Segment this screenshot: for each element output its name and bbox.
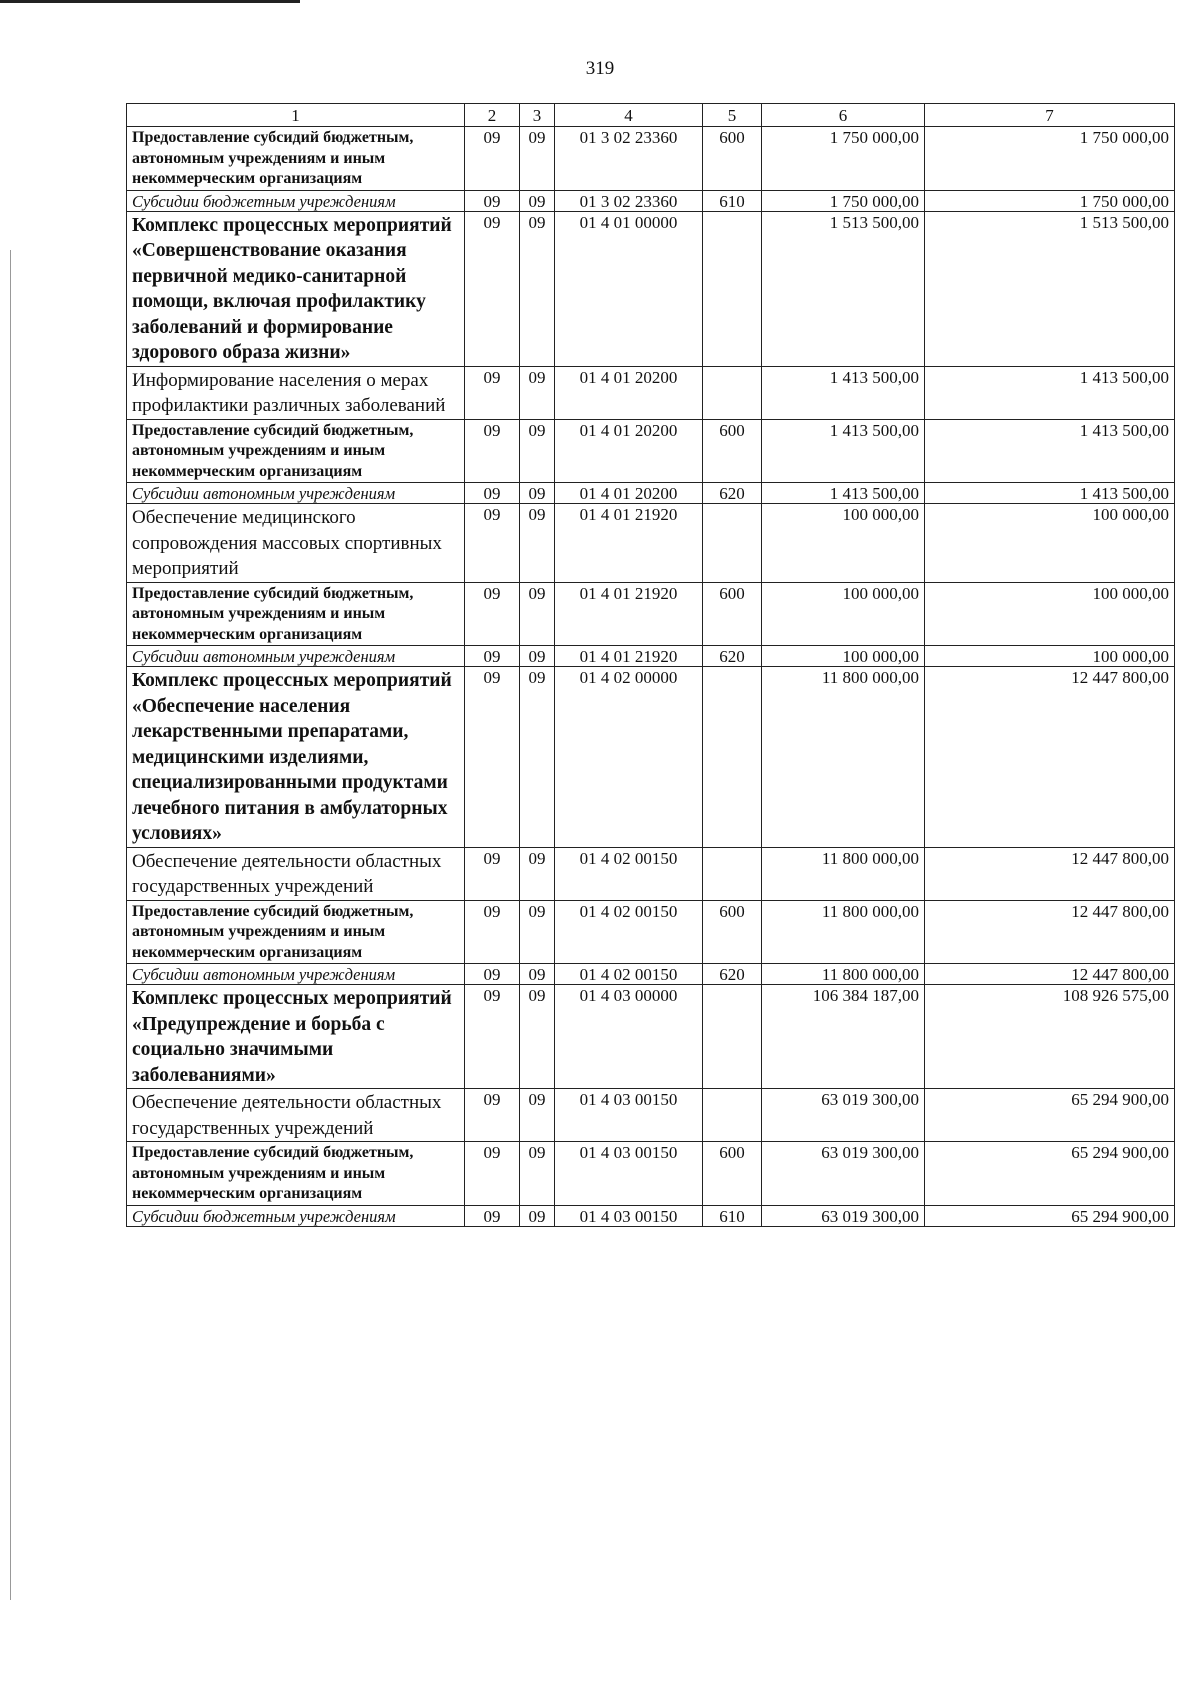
table-row bbox=[127, 419, 1175, 483]
row-subsection: 09 bbox=[520, 582, 555, 646]
header-col-7: 7 bbox=[925, 104, 1175, 127]
row-amount-year2: 1 513 500,00 bbox=[925, 211, 1175, 366]
row-name: Предоставление субсидий бюджетным, автономным учреждениям и иным некоммерческим организациям bbox=[127, 582, 465, 646]
row-subsection: 09 bbox=[520, 1089, 555, 1142]
table-row bbox=[127, 483, 1175, 504]
row-amount-year2: 1 413 500,00 bbox=[925, 366, 1175, 419]
row-target-article: 01 4 02 00150 bbox=[555, 964, 703, 985]
row-expense-type: 610 bbox=[703, 190, 762, 211]
row-expense-type: 600 bbox=[703, 419, 762, 483]
table-row bbox=[127, 582, 1175, 646]
row-section: 09 bbox=[465, 985, 520, 1089]
table-row bbox=[127, 1142, 1175, 1206]
header-col-1: 1 bbox=[127, 104, 465, 127]
row-amount-year2: 12 447 800,00 bbox=[925, 667, 1175, 848]
row-amount-year1: 11 800 000,00 bbox=[762, 964, 925, 985]
row-subsection: 09 bbox=[520, 366, 555, 419]
row-amount-year2: 12 447 800,00 bbox=[925, 964, 1175, 985]
row-target-article: 01 4 01 20200 bbox=[555, 366, 703, 419]
row-amount-year1: 106 384 187,00 bbox=[762, 985, 925, 1089]
row-name: Комплекс процессных мероприятий «Совершенствование оказания первичной медико-санитарной помощи, включая профилактику заболеваний и формирование здорового образа жизни» bbox=[127, 211, 465, 366]
row-amount-year1: 1 413 500,00 bbox=[762, 483, 925, 504]
row-target-article: 01 4 02 00150 bbox=[555, 847, 703, 900]
scan-edge-left bbox=[10, 250, 11, 1600]
row-amount-year2: 65 294 900,00 bbox=[925, 1205, 1175, 1226]
table-row bbox=[127, 1089, 1175, 1142]
row-amount-year1: 63 019 300,00 bbox=[762, 1142, 925, 1206]
row-expense-type bbox=[703, 847, 762, 900]
row-section: 09 bbox=[465, 646, 520, 667]
row-amount-year1: 100 000,00 bbox=[762, 504, 925, 583]
row-amount-year1: 63 019 300,00 bbox=[762, 1089, 925, 1142]
row-target-article: 01 4 01 21920 bbox=[555, 504, 703, 583]
row-name: Комплекс процессных мероприятий «Предупреждение и борьба с социально значимыми заболеваниями» bbox=[127, 985, 465, 1089]
row-amount-year1: 11 800 000,00 bbox=[762, 667, 925, 848]
row-subsection: 09 bbox=[520, 985, 555, 1089]
row-amount-year1: 100 000,00 bbox=[762, 582, 925, 646]
header-col-4: 4 bbox=[555, 104, 703, 127]
row-target-article: 01 4 01 21920 bbox=[555, 646, 703, 667]
row-target-article: 01 4 02 00000 bbox=[555, 667, 703, 848]
table-row bbox=[127, 985, 1175, 1089]
row-expense-type: 600 bbox=[703, 1142, 762, 1206]
row-name: Субсидии автономным учреждениям bbox=[127, 483, 465, 504]
table-row bbox=[127, 847, 1175, 900]
row-expense-type bbox=[703, 667, 762, 848]
row-expense-type: 600 bbox=[703, 127, 762, 191]
row-subsection: 09 bbox=[520, 667, 555, 848]
row-amount-year1: 63 019 300,00 bbox=[762, 1205, 925, 1226]
table-row bbox=[127, 211, 1175, 366]
row-amount-year2: 12 447 800,00 bbox=[925, 900, 1175, 964]
row-amount-year2: 1 413 500,00 bbox=[925, 419, 1175, 483]
row-target-article: 01 4 01 21920 bbox=[555, 582, 703, 646]
row-expense-type: 620 bbox=[703, 483, 762, 504]
row-section: 09 bbox=[465, 419, 520, 483]
row-section: 09 bbox=[465, 667, 520, 848]
row-expense-type bbox=[703, 211, 762, 366]
row-name: Обеспечение деятельности областных государственных учреждений bbox=[127, 847, 465, 900]
row-target-article: 01 3 02 23360 bbox=[555, 127, 703, 191]
row-target-article: 01 3 02 23360 bbox=[555, 190, 703, 211]
header-col-3: 3 bbox=[520, 104, 555, 127]
table-body bbox=[127, 127, 1175, 1227]
row-amount-year2: 1 750 000,00 bbox=[925, 127, 1175, 191]
row-amount-year2: 100 000,00 bbox=[925, 646, 1175, 667]
row-target-article: 01 4 02 00150 bbox=[555, 900, 703, 964]
row-amount-year1: 1 413 500,00 bbox=[762, 366, 925, 419]
row-subsection: 09 bbox=[520, 964, 555, 985]
row-name: Предоставление субсидий бюджетным, автономным учреждениям и иным некоммерческим организациям bbox=[127, 127, 465, 191]
row-section: 09 bbox=[465, 1089, 520, 1142]
row-target-article: 01 4 03 00150 bbox=[555, 1089, 703, 1142]
row-section: 09 bbox=[465, 127, 520, 191]
row-section: 09 bbox=[465, 211, 520, 366]
row-amount-year1: 1 413 500,00 bbox=[762, 419, 925, 483]
row-name: Предоставление субсидий бюджетным, автономным учреждениям и иным некоммерческим организациям bbox=[127, 419, 465, 483]
row-amount-year2: 65 294 900,00 bbox=[925, 1142, 1175, 1206]
row-amount-year1: 11 800 000,00 bbox=[762, 847, 925, 900]
row-expense-type bbox=[703, 366, 762, 419]
table-row bbox=[127, 127, 1175, 191]
table-row bbox=[127, 366, 1175, 419]
row-target-article: 01 4 01 20200 bbox=[555, 419, 703, 483]
row-amount-year1: 100 000,00 bbox=[762, 646, 925, 667]
row-subsection: 09 bbox=[520, 190, 555, 211]
header-col-6: 6 bbox=[762, 104, 925, 127]
row-target-article: 01 4 03 00150 bbox=[555, 1142, 703, 1206]
row-section: 09 bbox=[465, 1142, 520, 1206]
row-amount-year2: 100 000,00 bbox=[925, 582, 1175, 646]
row-amount-year2: 100 000,00 bbox=[925, 504, 1175, 583]
table-header bbox=[127, 104, 1175, 127]
table-row bbox=[127, 1205, 1175, 1226]
row-target-article: 01 4 03 00150 bbox=[555, 1205, 703, 1226]
row-expense-type: 600 bbox=[703, 900, 762, 964]
header-row bbox=[127, 104, 1175, 127]
row-amount-year2: 12 447 800,00 bbox=[925, 847, 1175, 900]
row-amount-year1: 1 513 500,00 bbox=[762, 211, 925, 366]
row-expense-type: 610 bbox=[703, 1205, 762, 1226]
scan-edge-top bbox=[0, 0, 300, 3]
row-name: Обеспечение медицинского сопровождения массовых спортивных мероприятий bbox=[127, 504, 465, 583]
row-name: Субсидии автономным учреждениям bbox=[127, 964, 465, 985]
row-subsection: 09 bbox=[520, 504, 555, 583]
table-row bbox=[127, 900, 1175, 964]
row-name: Субсидии автономным учреждениям bbox=[127, 646, 465, 667]
page-number: 319 bbox=[585, 58, 615, 79]
row-name: Информирование населения о мерах профилактики различных заболеваний bbox=[127, 366, 465, 419]
row-name: Предоставление субсидий бюджетным, автономным учреждениям и иным некоммерческим организациям bbox=[127, 1142, 465, 1206]
table-row bbox=[127, 190, 1175, 211]
table-row bbox=[127, 667, 1175, 848]
table-row bbox=[127, 646, 1175, 667]
row-name: Субсидии бюджетным учреждениям bbox=[127, 1205, 465, 1226]
row-expense-type bbox=[703, 504, 762, 583]
row-name: Обеспечение деятельности областных государственных учреждений bbox=[127, 1089, 465, 1142]
row-section: 09 bbox=[465, 1205, 520, 1226]
row-subsection: 09 bbox=[520, 127, 555, 191]
row-section: 09 bbox=[465, 504, 520, 583]
row-amount-year1: 1 750 000,00 bbox=[762, 190, 925, 211]
row-name: Комплекс процессных мероприятий «Обеспечение населения лекарственными препаратами, медицинскими изделиями, специализированными продуктами лечебного питания в амбулаторных условиях» bbox=[127, 667, 465, 848]
row-subsection: 09 bbox=[520, 1205, 555, 1226]
row-subsection: 09 bbox=[520, 646, 555, 667]
header-col-2: 2 bbox=[465, 104, 520, 127]
row-expense-type: 620 bbox=[703, 646, 762, 667]
row-expense-type bbox=[703, 1089, 762, 1142]
row-name: Предоставление субсидий бюджетным, автономным учреждениям и иным некоммерческим организациям bbox=[127, 900, 465, 964]
row-amount-year2: 1 750 000,00 bbox=[925, 190, 1175, 211]
row-target-article: 01 4 01 00000 bbox=[555, 211, 703, 366]
row-subsection: 09 bbox=[520, 900, 555, 964]
row-target-article: 01 4 03 00000 bbox=[555, 985, 703, 1089]
row-section: 09 bbox=[465, 964, 520, 985]
row-subsection: 09 bbox=[520, 419, 555, 483]
row-amount-year1: 1 750 000,00 bbox=[762, 127, 925, 191]
row-section: 09 bbox=[465, 190, 520, 211]
row-target-article: 01 4 01 20200 bbox=[555, 483, 703, 504]
row-name: Субсидии бюджетным учреждениям bbox=[127, 190, 465, 211]
row-section: 09 bbox=[465, 847, 520, 900]
header-col-5: 5 bbox=[703, 104, 762, 127]
row-amount-year2: 65 294 900,00 bbox=[925, 1089, 1175, 1142]
table-row bbox=[127, 964, 1175, 985]
row-section: 09 bbox=[465, 483, 520, 504]
table-row bbox=[127, 504, 1175, 583]
row-section: 09 bbox=[465, 900, 520, 964]
row-section: 09 bbox=[465, 366, 520, 419]
row-amount-year1: 11 800 000,00 bbox=[762, 900, 925, 964]
row-subsection: 09 bbox=[520, 483, 555, 504]
row-amount-year2: 108 926 575,00 bbox=[925, 985, 1175, 1089]
budget-table bbox=[126, 103, 1175, 1227]
row-expense-type: 600 bbox=[703, 582, 762, 646]
row-amount-year2: 1 413 500,00 bbox=[925, 483, 1175, 504]
row-expense-type bbox=[703, 985, 762, 1089]
row-subsection: 09 bbox=[520, 847, 555, 900]
row-subsection: 09 bbox=[520, 211, 555, 366]
row-expense-type: 620 bbox=[703, 964, 762, 985]
row-section: 09 bbox=[465, 582, 520, 646]
row-subsection: 09 bbox=[520, 1142, 555, 1206]
